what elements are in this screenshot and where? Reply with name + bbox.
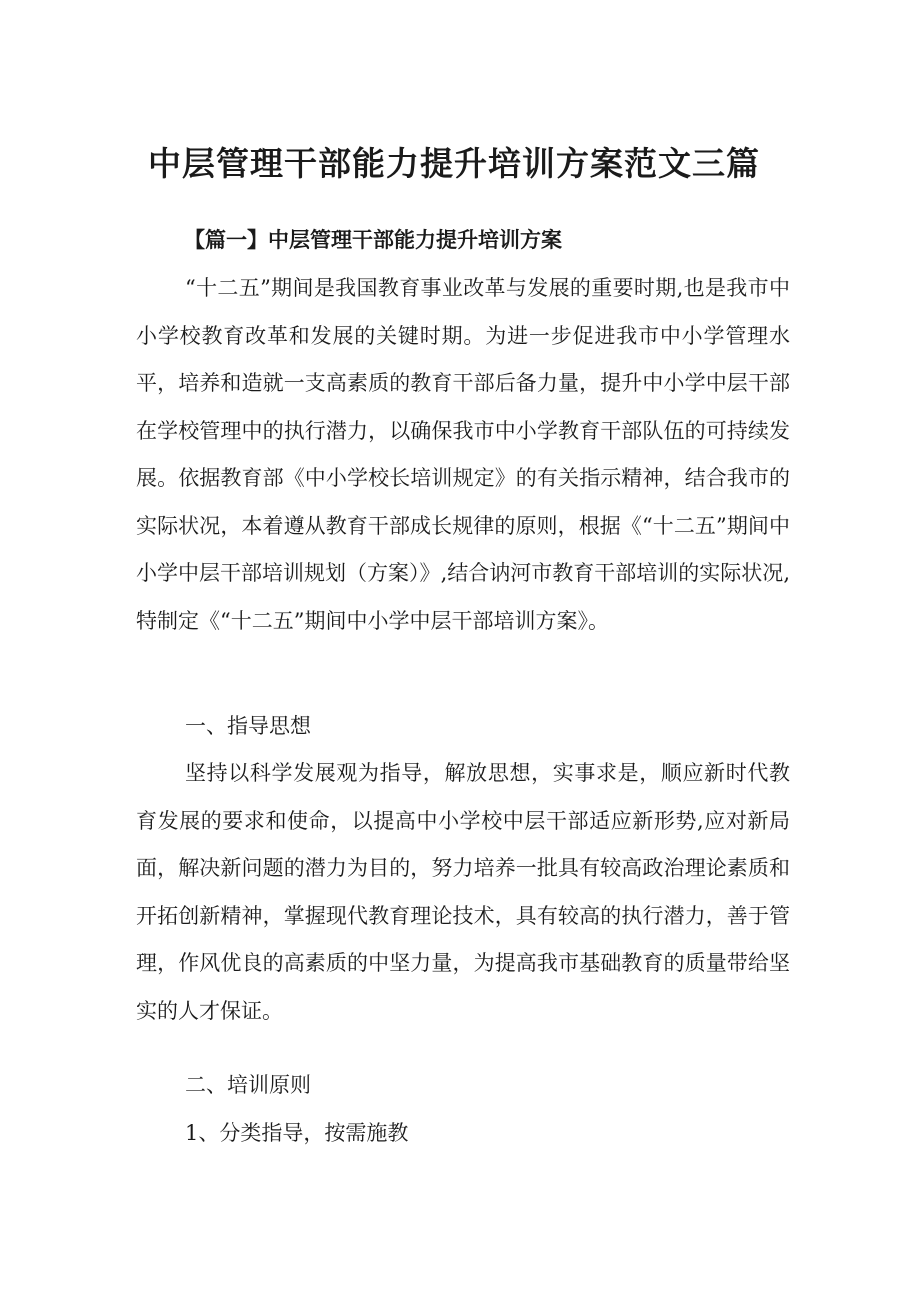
paragraph-intro: “十二五”期间是我国教育事业改革与发展的重要时期,也是我市中小学校教育改革和发展的关键时期。为进一步促进我市中小学管理水平，培养和造就一支高素质的教育干部后备力量，提升中小学中层干部在学校管理中的执行潜力，以确保我市中小学教育干部队伍的可持续发展。依据教育部《中小学校长培训规定》的有关指示精神，结合我市的实际状况，本着遵从教育干部成长规律的原则，根据《“十二五”期间中小学中层干部培训规划（方案）》,结合讷河市教育干部培训的实际状况,特制定《“十二五”期间中小学中层干部培训方案》。: [136, 276, 790, 633]
section-title: 【篇一】中层管理干部能力提升培训方案: [184, 228, 562, 252]
paragraph-guiding-ideology: 坚持以科学发展观为指导，解放思想，实事求是，顺应新时代教育发展的要求和使命，以提高中小学校中层干部适应新形势,应对新局面，解决新问题的潜力为目的，努力培养一批具有较高政治理论素质和开拓创新精神，掌握现代教育理论技术，具有较高的执行潜力，善于管理，作风优良的高素质的中坚力量，为提高我市基础教育的质量带给坚实的人才保证。: [136, 761, 790, 1023]
heading-training-principles: 二、培训原则: [185, 1073, 311, 1097]
list-item-classified-guidance: 1、分类指导，按需施教: [185, 1121, 409, 1145]
document-title: 中层管理干部能力提升培训方案范文三篇: [148, 144, 760, 183]
heading-guiding-ideology: 一、指导思想: [185, 714, 311, 738]
